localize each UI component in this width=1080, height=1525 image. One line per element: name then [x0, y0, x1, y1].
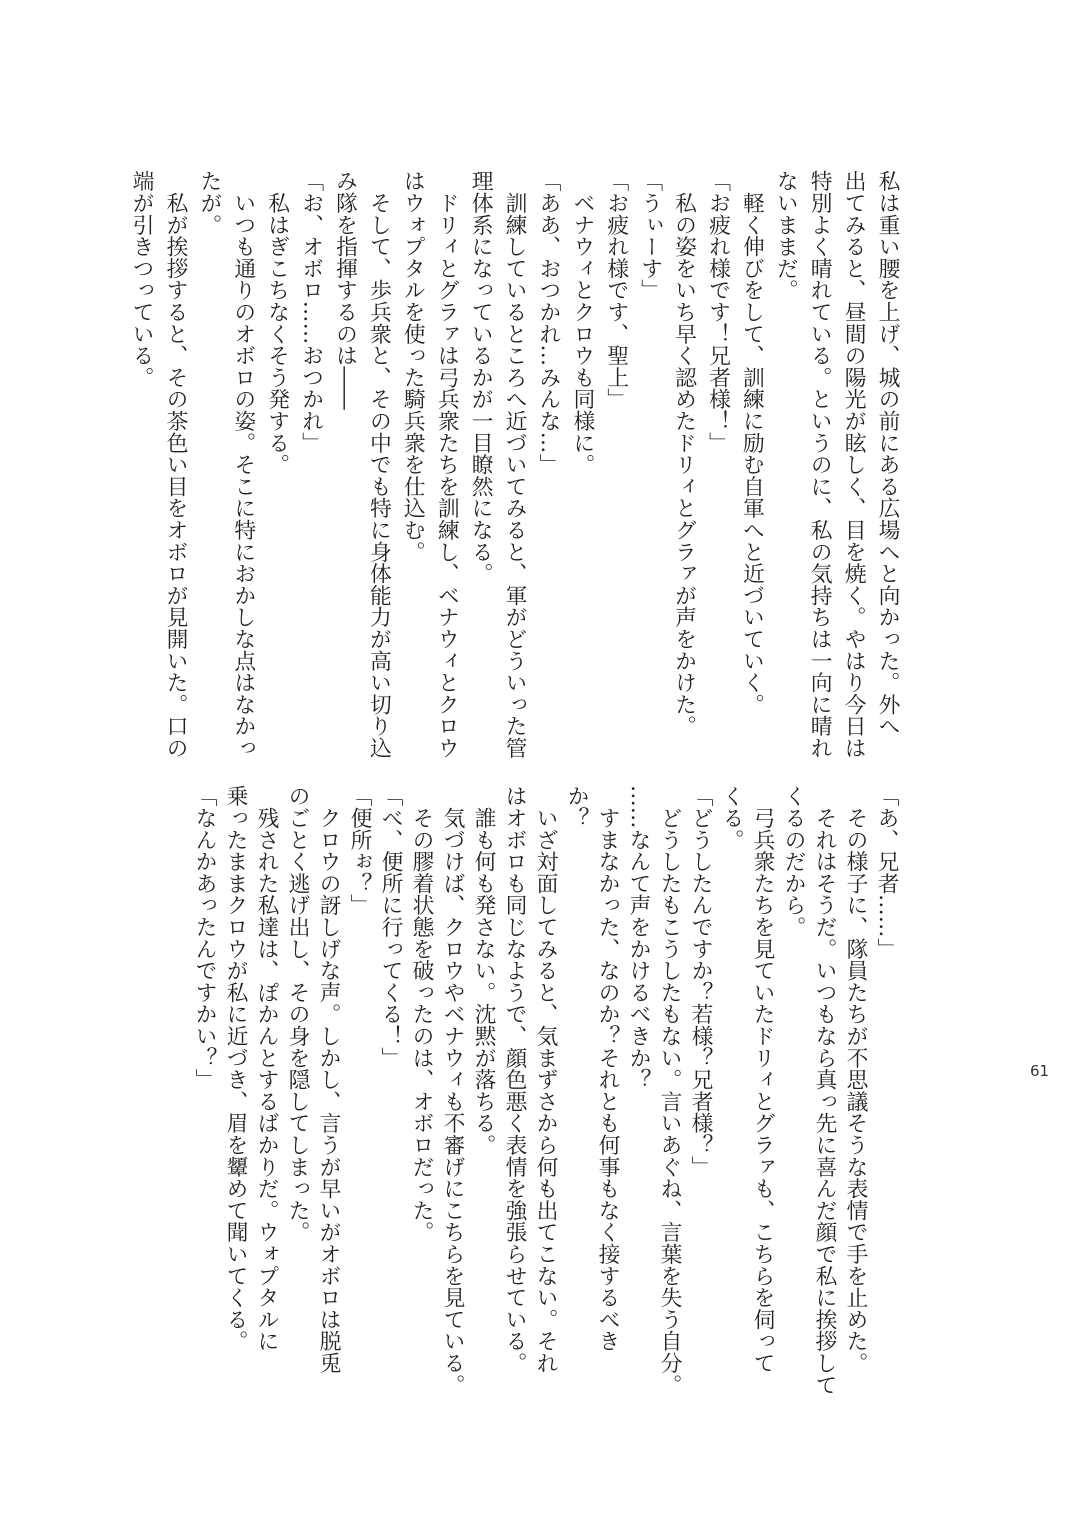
text-line: 軽く伸びをして、訓練に励む自軍へと近づいていく。	[739, 170, 765, 715]
text-line: み隊を指揮するのは――	[332, 170, 358, 410]
text-line: のごとく逃げ出し、その身を隠してしまった。	[285, 785, 310, 1243]
text-line: 私はぎこちなくそう発する。	[264, 170, 290, 476]
text-line: ベナウィとクロウも同様に。	[569, 170, 595, 476]
text-line: 誰も何も発さない。沈黙が落ちる。	[471, 785, 496, 1156]
text-line: 訓練しているところへ近づいてみると、軍がどういった管	[502, 170, 528, 759]
text-line: 「べ、便所に行ってくる！」	[378, 785, 403, 1069]
text-line: 「ああ、おつかれ…みんな…」	[535, 170, 561, 476]
text-line: 「お疲れ様です！兄者様！」	[705, 170, 731, 454]
text-line: いざ対面してみると、気まずさから何も出てこない。それ	[533, 785, 558, 1374]
text-line: たが。	[196, 170, 222, 236]
text-line: それはそうだ。いつもなら真っ先に喜んだ顔で私に挨拶して	[812, 785, 837, 1396]
text-line: 気づけば、クロウやベナウィも不審げにこちらを見ている。	[440, 785, 465, 1396]
text-line: ……なんて声をかけるべきか？	[626, 785, 651, 1091]
text-line: その膠着状態を破ったのは、オボロだった。	[409, 785, 434, 1243]
text-line: くるのだから。	[781, 785, 806, 938]
text-line: か？	[564, 785, 589, 829]
text-line: 「なんかあったんですかい？」	[192, 785, 217, 1091]
text-line: いつも通りのオボロの姿。そこに特におかしな点はなかっ	[230, 170, 256, 759]
text-line: 「うぃーす」	[637, 170, 663, 301]
text-line: クロウの訝しげな声。しかし、言うが早いがオボロは脱兎	[316, 785, 341, 1374]
text-line: 特別よく晴れている。というのに、私の気持ちは一向に晴れ	[807, 170, 833, 759]
text-line: くる。	[719, 785, 744, 851]
text-line: 私が挨拶すると、その茶色い目をオボロが見開いた。口の	[162, 170, 188, 759]
text-line: 弓兵衆たちを見ていたドリィとグラァも、こちらを伺って	[750, 785, 775, 1374]
text-line: 端が引きつっている。	[129, 170, 155, 388]
page-number: 61	[1030, 1062, 1050, 1080]
text-line: 「あ、兄者……」	[874, 785, 899, 960]
text-line: 「お、オボロ……おつかれ」	[298, 170, 324, 454]
text-line: 理体系になっているかが一目瞭然になる。	[468, 170, 494, 585]
text-block-upper	[124, 170, 904, 759]
text-line: 「どうしたんですか？若様？兄者様？」	[688, 785, 713, 1178]
text-line: ないままだ。	[773, 170, 799, 301]
text-line: そして、歩兵衆と、その中でも特に身体能力が高い切り込	[366, 170, 392, 759]
text-line: 私の姿をいち早く認めたドリィとグラァが声をかけた。	[671, 170, 697, 737]
text-line: ドリィとグラァは弓兵衆たちを訓練し、ベナウィとクロウ	[434, 170, 460, 759]
text-line: はウォプタルを使った騎兵衆を仕込む。	[400, 170, 426, 563]
text-line: 私は重い腰を上げ、城の前にある広場へと向かった。外へ	[875, 170, 900, 737]
text-line: 乗ったままクロウが私に近づき、眉を顰めて聞いてくる。	[223, 785, 248, 1352]
text-line: すまなかった、なのか？それとも何事もなく接するべき	[595, 785, 620, 1352]
text-line: はオボロも同じなようで、顔色悪く表情を強張らせている。	[502, 785, 527, 1374]
text-block-lower	[189, 785, 902, 1396]
text-line: 残された私達は、ぽかんとするばかりだ。ウォプタルに	[254, 785, 279, 1352]
text-line: 「お疲れ様です、聖上」	[603, 170, 629, 410]
text-line: 「便所ぉ？」	[347, 785, 372, 916]
text-line: その様子に、隊員たちが不思議そうな表情で手を止めた。	[843, 785, 868, 1374]
text-line: どうしたもこうしたもない。言いあぐね、言葉を失う自分。	[657, 785, 682, 1396]
text-line: 出てみると、昼間の陽光が眩しく、目を焼く。やはり今日は	[841, 170, 867, 759]
